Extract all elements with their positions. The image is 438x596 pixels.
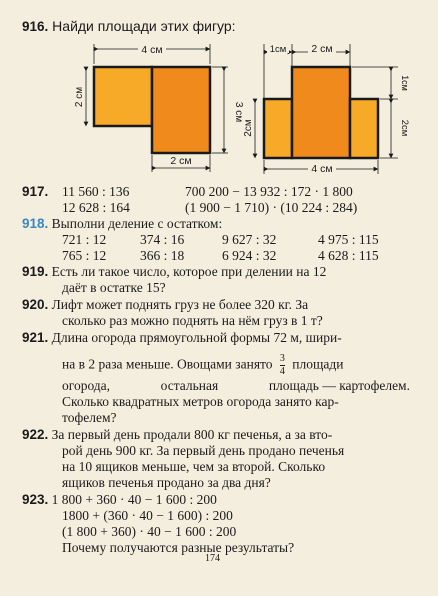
expression: 12 628 : 164 [62, 200, 130, 215]
fig2-top2-label: 2 см [311, 43, 333, 55]
fig2-right1-label: 1см [400, 75, 410, 91]
problem-922 [22, 427, 332, 443]
figure-2 [243, 40, 410, 180]
fraction [280, 354, 285, 377]
division-item: 4 975 : 115 [318, 232, 379, 247]
division-item: 366 : 18 [140, 248, 185, 263]
problem-text: на в 2 раза меньше. Овощами занято [62, 356, 273, 372]
problem-text: остальная [160, 378, 219, 393]
division-item: 374 : 16 [140, 232, 185, 247]
problem-text: ящиков печенья продано за два дня? [62, 475, 271, 490]
fig2-right2-label: 2см [399, 119, 410, 137]
division-item: 9 627 : 32 [222, 232, 277, 247]
problem-text: площади [292, 356, 344, 372]
fig2-rect-middle [292, 67, 350, 158]
problem-text: на 10 ящиков меньше, чем за второй. Сколько [62, 459, 326, 474]
fraction-denominator: 4 [279, 366, 285, 377]
problem-text: За первый день продали 800 кг печенья, а за вто- [51, 427, 333, 442]
problem-number: 923. [22, 492, 49, 507]
fig2-rect-right [350, 99, 378, 158]
fig1-right-label: 3 см [233, 101, 244, 123]
problem-text: тофелем? [62, 410, 117, 425]
problem-text: Найди площади этих фигур: [52, 18, 236, 34]
problem-text: Выполни деление с остатком: [51, 216, 223, 231]
expression: 700 200 − 13 932 : 172 · 1 800 [185, 184, 353, 199]
expression: (1 900 − 1 710) · (10 224 : 284) [185, 200, 358, 215]
problem-number: 919. [22, 264, 49, 279]
problem-918-heading [22, 216, 222, 232]
problem-number: 918. [22, 216, 49, 231]
expression: 11 560 : 136 [62, 184, 130, 199]
fig1-rect-left [94, 67, 152, 126]
problem-number: 921. [22, 330, 49, 345]
problem-920 [22, 297, 308, 313]
expression: 1800 + (360 · 40 − 1 600) : 200 [62, 508, 233, 523]
problem-number: 916. [22, 19, 49, 34]
fig1-rect-right [152, 67, 210, 153]
problem-text: Есть ли такое число, которое при делении на 12 [51, 264, 327, 279]
problem-text: рой день 900 кг. За первый день продано печенья [62, 443, 345, 458]
problem-text: Длина огорода прямоугольной формы 72 м, шири- [51, 330, 342, 345]
problem-text: Сколько квадратных метров огорода занято кар- [62, 394, 339, 409]
expression: (1 800 + 360) · 40 − 1 600 : 200 [62, 524, 237, 539]
problem-number: 917. [22, 184, 49, 199]
division-item: 6 924 : 32 [222, 248, 277, 263]
fig2-left-label: 2см [243, 119, 254, 137]
problem-text-with-fraction [62, 354, 343, 377]
fig1-top-label: 4 см [141, 44, 163, 56]
problem-916-heading [22, 18, 236, 35]
figure-1 [74, 40, 248, 180]
problem-917 [22, 184, 48, 200]
problem-number: 920. [22, 297, 49, 312]
division-item: 4 628 : 115 [318, 248, 379, 263]
problem-text: площадь — картофелем. [268, 378, 410, 393]
fig2-top1-label: 1см [269, 44, 287, 55]
problem-number: 922. [22, 427, 49, 442]
fraction-numerator: 3 [279, 353, 285, 364]
page-number: 174 [205, 553, 220, 564]
problem-text: даёт в остатке 15? [62, 280, 166, 295]
fig1-bottom-label: 2 см [170, 155, 192, 167]
problem-921 [22, 330, 342, 346]
fig2-bottom-label: 4 см [311, 163, 333, 175]
problem-text: огорода, [62, 378, 111, 393]
problem-919 [22, 264, 326, 280]
fig2-rect-left [264, 99, 292, 158]
division-item: 765 : 12 [62, 248, 107, 263]
expression: 1 800 + 360 · 40 − 1 600 : 200 [51, 492, 217, 507]
problem-923 [22, 492, 217, 508]
problem-text: Почему получаются разные результаты? [62, 540, 295, 555]
division-item: 721 : 12 [62, 232, 107, 247]
fig1-left-label: 2 см [74, 86, 85, 108]
problem-text: сколько раз можно поднять на нём груз в 1 т? [62, 313, 323, 328]
problem-text: Лифт может поднять груз не более 320 кг. За [51, 297, 309, 312]
justified-line [62, 378, 410, 394]
